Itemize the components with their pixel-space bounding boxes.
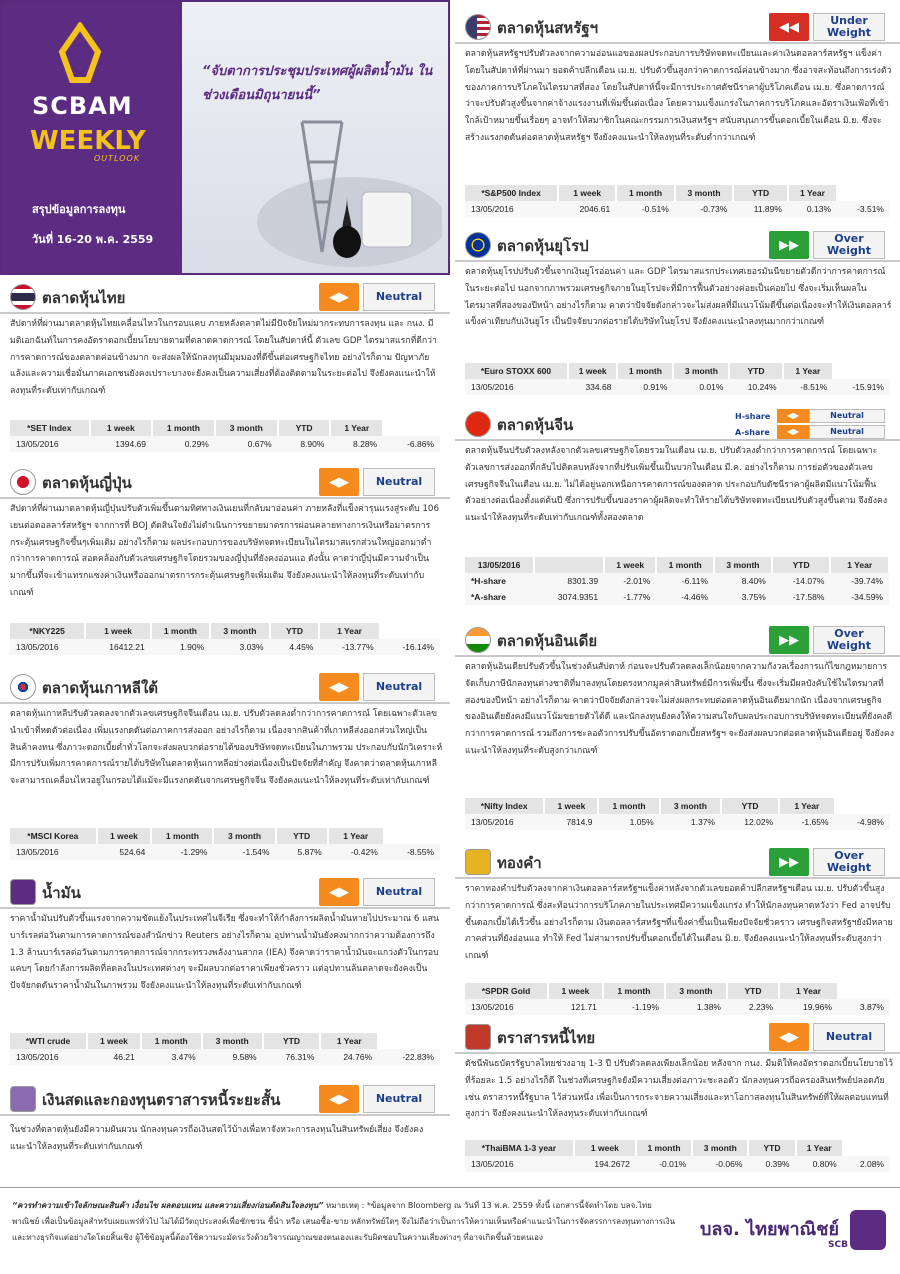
col-ytd: YTD bbox=[270, 623, 320, 639]
neutral-arrows-icon: ◀▶ bbox=[319, 468, 359, 496]
scb-emblem-icon bbox=[850, 1210, 886, 1250]
row-date: 13/05/2016 bbox=[465, 814, 544, 830]
section-korea-equity bbox=[0, 670, 450, 870]
performance-table bbox=[10, 623, 440, 655]
oil-rig-illustration bbox=[242, 102, 442, 272]
col-1y: 1 Year bbox=[320, 1033, 378, 1049]
disclaimer-highlight: “ควรทำความเข้าใจลักษณะสินค้า เงื่อนไข ผลตอบแทน และความเสี่ยงก่อนตัดสินใจลงทุน” bbox=[12, 1201, 324, 1210]
index-name: *NKY225 bbox=[10, 623, 85, 639]
cell: 3.75% bbox=[714, 589, 772, 605]
h-share-view bbox=[735, 409, 885, 423]
section-body: สัปดาห์ที่ผ่านมาตลาดหุ้นไทยเคลื่อนไหวในกรอบแคบ ภายหลังตลาดไม่มีปัจจัยใหม่มากระทบการลงทุน และ กนง. มีมติเอกฉันท์ในการคงอัตราดอกเบี้ยนโยบายตามที่ตลาดคาดการณ์ โดยในสัปดาห์นี้ ตัวเลข GDP ไตรมาสแรกที่ดีกว่าการคาดการณ์ของตลาดค่อนข้างมาก จะส่งผลให้นักลงทุนมีมุมมองที่ดีขึ้นต่อเศรษฐกิจไทย อย่างไรก็ตาม ปัญหาภัยแล้งและความเชื่อมั่นภาคเอกชนยังคงเปราะบางจะยังคงเป็นความเสี่ยงที่ต้องติดตามในระยะต่อไป จึงยังคงแนะนำให้ลงทุนที่ระดับเท่ากับเกณฑ์ bbox=[10, 319, 437, 397]
table-row bbox=[465, 999, 890, 1015]
table-date: 13/05/2016 bbox=[465, 557, 534, 573]
col-1y: 1 Year bbox=[779, 983, 838, 999]
cell: -0.42% bbox=[328, 844, 384, 860]
view-label: Neutral bbox=[363, 1085, 435, 1113]
level-header bbox=[534, 557, 604, 573]
section-body: ราคาทองคำปรับตัวลงจากค่าเงินดอลลาร์สหรัฐฯแข็งค่าหลังจากตัวเลขยอดค้าปลีกสหรัฐฯเดือน เม.ย. ปรับตัวขึ้นสูงกว่าการคาดการณ์ ซึ่งสะท้อนว่าการบริโภคภายในประเทศมีความแข็งแกร่ง ทำให้นักลงทุนคาดหวังว่า Fed อาจปรับขึ้นดอกเบี้ยได้เร็วขึ้น อย่างไรก็ตาม เงินดอลลาร์สหรัฐฯที่แข็งค่าขึ้นเป็นเพียงปัจจัยชั่วคราว เศรษฐกิจสหรัฐฯยังมีหลายภาคส่วนที่ยังอ่อนแอ ทำให้ Fed ไม่สามารถปรับขึ้นดอกเบี้ยได้ในเดือน มิ.ย. จึงยังคงแนะนำให้ลงทุนที่ระดับสูงกว่าเกณฑ์ bbox=[465, 884, 893, 962]
section-header bbox=[0, 670, 450, 704]
view-signal bbox=[769, 13, 885, 41]
cell: 0.13% bbox=[788, 201, 837, 217]
section-cash bbox=[0, 1082, 450, 1182]
col-1w: 1 week bbox=[97, 828, 152, 844]
table-row bbox=[465, 814, 890, 830]
table-row bbox=[465, 589, 889, 605]
bond-icon bbox=[465, 1024, 491, 1050]
col-3m: 3 month bbox=[202, 1033, 263, 1049]
col-1m: 1 month bbox=[151, 623, 210, 639]
col-1y: 1 Year bbox=[319, 623, 379, 639]
cell: 19.96% bbox=[779, 999, 838, 1015]
section-us-equity bbox=[455, 10, 900, 225]
cell: -1.29% bbox=[151, 844, 213, 860]
col-ytd: YTD bbox=[733, 185, 788, 201]
cell: -4.98% bbox=[835, 814, 890, 830]
section-europe-equity bbox=[455, 228, 900, 403]
cell: 8.40% bbox=[714, 573, 772, 589]
neutral-arrows-icon: ◀▶ bbox=[319, 1085, 359, 1113]
view-signal bbox=[769, 231, 885, 259]
section-header bbox=[0, 465, 450, 499]
section-header bbox=[455, 1020, 900, 1054]
cell: -2.01% bbox=[604, 573, 656, 589]
col-1m: 1 month bbox=[617, 363, 673, 379]
cell: 10.24% bbox=[729, 379, 782, 395]
brand-name: SCBAM bbox=[32, 92, 133, 120]
table-row bbox=[10, 844, 440, 860]
h-share-label: H-share bbox=[735, 411, 771, 421]
footer bbox=[0, 1187, 900, 1274]
view-label: Neutral bbox=[363, 468, 435, 496]
cell: 1.37% bbox=[660, 814, 721, 830]
cell: -6.86% bbox=[383, 436, 440, 452]
section-title: ตราสารหนี้ไทย bbox=[497, 1029, 596, 1047]
korea-flag-icon bbox=[10, 674, 36, 700]
index-level: 524.64 bbox=[97, 844, 152, 860]
section-title: เงินสดและกองทุนตราสารหนี้ระยะสั้น bbox=[42, 1091, 281, 1109]
view-label: Neutral bbox=[363, 878, 435, 906]
cell: 3.03% bbox=[210, 639, 269, 655]
view-label: Over Weight bbox=[813, 231, 885, 259]
neutral-arrows-icon: ◀▶ bbox=[319, 673, 359, 701]
view-signal bbox=[769, 1023, 885, 1051]
section-title: ตลาดหุ้นยุโรป bbox=[497, 237, 589, 255]
us-flag-icon bbox=[465, 14, 491, 40]
view-label: Neutral bbox=[363, 673, 435, 701]
neutral-arrows-icon: ◀▶ bbox=[769, 1023, 809, 1051]
view-signal bbox=[769, 848, 885, 876]
cell: 0.80% bbox=[796, 1156, 843, 1172]
neutral-arrows-icon: ◀▶ bbox=[777, 425, 809, 439]
index-name: *ThaiBMA 1-3 year bbox=[465, 1140, 574, 1156]
col-1m: 1 month bbox=[598, 798, 659, 814]
table-row bbox=[10, 639, 440, 655]
table-row bbox=[465, 379, 890, 395]
col-1m: 1 month bbox=[636, 1140, 692, 1156]
section-japan-equity bbox=[0, 465, 450, 665]
section-body: ตลาดหุ้นสหรัฐฯปรับตัวลงจากความอ่อนแอของผลประกอบการบริษัทจดทะเบียนและค่าเงินดอลลาร์สหรัฐฯ แข็งค่า โดยในสัปดาห์ที่ผ่านมา ยอดค้าปลีกเดือน เม.ย. ปรับตัวขึ้นสูงกว่าคาดการณ์ค่อนข้างมาก ซึ่งอาจสะท้อนถึงการเร่งตัวของภาคการบริโภคในไตรมาสที่สอง โดยในสัปดาห์นี้จะมีการประกาศดัชนีราคาผู้บริโภคเดือน เม.ย. ซึ่งคาดการณ์ว่าจะปรับตัวสูงขึ้นจากค่าจ้างแรงงานที่เพิ่มขึ้นต่อเนื่อง โดยความแข็งแกร่งในภาคการบริโภคและอัตราเงินเฟ้อที่เข้าใกล้เป้าหมายขึ้นเรื่อยๆ อาจทำให้สมาชิกในคณะกรรมการเงินสหรัฐฯ สนับสนุนการขึ้นดอกเบี้ยในเดือน มิ.ย. ซึ่งจะสร้างแรงกดดันต่อตลาดหุ้นสหรัฐฯ จึงยังคงแนะนำให้ลงทุนที่ระดับต่ำกว่าเกณฑ์ bbox=[465, 49, 892, 143]
section-thai-equity bbox=[0, 280, 450, 460]
index-name: *SPDR Gold bbox=[465, 983, 548, 999]
china-flag-icon bbox=[465, 411, 491, 437]
col-1w: 1 week bbox=[548, 983, 603, 999]
section-title: ตลาดหุ้นอินเดีย bbox=[497, 632, 598, 650]
performance-table bbox=[10, 1033, 440, 1065]
gold-icon bbox=[465, 849, 491, 875]
japan-flag-icon bbox=[10, 469, 36, 495]
section-header bbox=[0, 280, 450, 314]
cell: 1.90% bbox=[151, 639, 210, 655]
col-1y: 1 Year bbox=[783, 363, 834, 379]
col-1y: 1 Year bbox=[796, 1140, 843, 1156]
section-title: ตลาดหุ้นไทย bbox=[42, 289, 126, 307]
outlook-title: OUTLOOK bbox=[94, 154, 141, 163]
cell: -16.14% bbox=[380, 639, 440, 655]
section-gold bbox=[455, 845, 900, 1015]
row-date: 13/05/2016 bbox=[465, 999, 548, 1015]
company-sub: SCB bbox=[828, 1240, 848, 1250]
index-level: 3074.9351 bbox=[534, 589, 604, 605]
view-label: Neutral bbox=[809, 409, 885, 423]
section-header bbox=[0, 875, 450, 909]
index-level: 7814.9 bbox=[544, 814, 598, 830]
performance-table bbox=[10, 420, 440, 452]
index-level: 334.68 bbox=[568, 379, 617, 395]
section-header bbox=[455, 845, 900, 879]
section-title: ตลาดหุ้นสหรัฐฯ bbox=[497, 19, 599, 37]
index-level: 1394.69 bbox=[90, 436, 152, 452]
col-ytd: YTD bbox=[727, 983, 779, 999]
performance-table bbox=[465, 1140, 890, 1172]
cell: -22.83% bbox=[378, 1049, 440, 1065]
cell: 0.67% bbox=[215, 436, 278, 452]
table-row bbox=[465, 573, 889, 589]
cell: 3.47% bbox=[141, 1049, 202, 1065]
cell: -39.74% bbox=[830, 573, 889, 589]
disclaimer-text: หมายเหตุ : *ข้อมูลจาก Bloomberg ณ วันที่ 13 พ.ค. 2559 ทั้งนี้ เอกสารนี้จัดทำโดย บลจ.ไทยพาณิชย์ เพื่อเป็นข้อมูลสำหรับเผยแพร่ทั่วไป ไม่ได้มีวัตถุประสงค์เพื่อชักชวน ชี้นำ หรือ เสนอซื้อ-ขาย หลักทรัพย์ใดๆ จึงไม่ถือว่าเป็นการให้ความเห็นหรือคำแนะนำในการจัดสรรการลงทุนทางการเงิน และทางธุรกิจแต่อย่างใดโดยสิ้นเชิง ผู้ใช้ข้อมูลนี้ต้องใช้ความระมัดระวังด้วยวิจารณญาณของตนเองและรับผิดชอบในความเสี่ยงต่างๆ ที่อาจเกิดขึ้นด้วยตนเอง bbox=[12, 1201, 676, 1242]
neutral-arrows-icon: ◀▶ bbox=[777, 409, 809, 423]
col-1m: 1 month bbox=[603, 983, 665, 999]
col-1y: 1 Year bbox=[788, 185, 837, 201]
table-row bbox=[465, 1156, 890, 1172]
scb-logo-icon bbox=[48, 22, 112, 86]
hero-banner bbox=[0, 0, 450, 275]
over-weight-arrows-icon: ▶▶ bbox=[769, 231, 809, 259]
section-oil bbox=[0, 875, 450, 1075]
cell: -0.06% bbox=[692, 1156, 748, 1172]
cell: -17.58% bbox=[772, 589, 831, 605]
view-signal bbox=[319, 283, 435, 311]
section-body: ตลาดหุ้นเกาหลีปรับตัวลดลงจากตัวเลขเศรษฐกิจจีนเดือน เม.ย. ปรับตัวลดลงต่ำกว่าการคาดการณ์ โดยเฉพาะตัวเลขนำเข้าที่หดตัวต่อเนื่อง เพิ่มแรงกดดันต่อภาคการส่งออก อย่างไรก็ตาม เนื่องจากสินค้าที่เกาหลีส่งออกส่วนใหญ่เป็นสินค้าคงทน ซึ่งภาวะดอกเบี้ยต่ำทั่วโลกจะส่งผลบวกต่อรายได้ของบริษัทจดทะเบียนในภาพรวม ประกอบกับนักวิเคราะห์มีการปรับเพิ่มการคาดการณ์รายได้บริษัทในตลาดหุ้นเกาหลีอย่างต่อเนื่องเป็นปัจจัยที่สำคัญ จึงคาดว่าตลาดหุ้นเกาหลีจะสามารถเคลื่อนไหวอยู่ในกรอบได้แม้จะมีแรงกดดันจากเศรษฐกิจจีน จึงยังคงแนะนำให้ลงทุนที่ระดับเท่ากับเกณฑ์ bbox=[10, 709, 443, 787]
cell: -15.91% bbox=[833, 379, 890, 395]
col-ytd: YTD bbox=[729, 363, 782, 379]
cell: -8.55% bbox=[384, 844, 440, 860]
neutral-arrows-icon: ◀▶ bbox=[319, 878, 359, 906]
col-3m: 3 month bbox=[660, 798, 721, 814]
view-label: Neutral bbox=[363, 283, 435, 311]
col-1w: 1 week bbox=[574, 1140, 636, 1156]
index-level: 8301.39 bbox=[534, 573, 604, 589]
cell: 4.45% bbox=[270, 639, 320, 655]
table-row bbox=[465, 201, 890, 217]
index-name: *SET Index bbox=[10, 420, 90, 436]
row-date: 13/05/2016 bbox=[465, 1156, 574, 1172]
col-1y: 1 Year bbox=[830, 557, 889, 573]
cell: 11.89% bbox=[733, 201, 788, 217]
performance-table bbox=[465, 983, 890, 1015]
a-share-label: A-share bbox=[735, 427, 770, 437]
section-title: ตลาดหุ้นจีน bbox=[497, 416, 574, 434]
view-signal bbox=[319, 878, 435, 906]
section-header bbox=[455, 407, 900, 441]
col-ytd: YTD bbox=[748, 1140, 795, 1156]
over-weight-arrows-icon: ▶▶ bbox=[769, 626, 809, 654]
col-ytd: YTD bbox=[772, 557, 831, 573]
section-header bbox=[455, 10, 900, 44]
index-name: *A-share bbox=[465, 589, 534, 605]
weekly-title: WEEKLY bbox=[30, 126, 146, 156]
index-level: 2046.61 bbox=[558, 201, 616, 217]
cell: -1.54% bbox=[213, 844, 275, 860]
view-signal bbox=[319, 468, 435, 496]
col-3m: 3 month bbox=[665, 983, 727, 999]
summary-label: สรุปข้อมูลการลงทุน bbox=[32, 203, 126, 216]
neutral-arrows-icon: ◀▶ bbox=[319, 283, 359, 311]
scb-logo bbox=[700, 1208, 890, 1258]
cell: 9.58% bbox=[202, 1049, 263, 1065]
row-date: 13/05/2016 bbox=[465, 201, 558, 217]
section-title: ตลาดหุ้นญี่ปุ่น bbox=[42, 474, 132, 492]
index-name: *H-share bbox=[465, 573, 534, 589]
col-ytd: YTD bbox=[721, 798, 779, 814]
col-3m: 3 month bbox=[210, 623, 269, 639]
col-3m: 3 month bbox=[673, 363, 729, 379]
section-title: น้ำมัน bbox=[42, 884, 81, 902]
section-body: ในช่วงที่ตลาดหุ้นยังมีความผันผวน นักลงทุนควรถือเงินสดไว้บ้างเพื่อหาจังหวะการลงทุนในสินทรัพย์เสี่ยง จึงยังคงแนะนำให้ลงทุนที่ระดับเท่ากับเกณฑ์ bbox=[10, 1125, 424, 1152]
col-1m: 1 month bbox=[151, 828, 213, 844]
index-level: 194.2672 bbox=[574, 1156, 636, 1172]
section-thai-bond bbox=[455, 1020, 900, 1180]
section-india-equity bbox=[455, 623, 900, 833]
cell: 0.01% bbox=[673, 379, 729, 395]
index-level: 121.71 bbox=[548, 999, 603, 1015]
index-name: *Nifty Index bbox=[465, 798, 544, 814]
cell: -4.46% bbox=[656, 589, 714, 605]
section-body: สัปดาห์ที่ผ่านมาตลาดหุ้นญี่ปุ่นปรับตัวเพิ่มขึ้นตามทิศทางเงินเยนที่กลับมาอ่อนค่า ภายหลังที่แข็งค่ารุนแรงสู่ระดับ 106 เยนต่อดอลลาร์สหรัฐฯ จากการที่ BOJ ตัดสินใจยังไม่ดำเนินการขยายมาตรการผ่อนคลายทางการเงินหรือมาตรการกระตุ้นเศรษฐกิจขึ้นๆเพิ่มเติม อย่างไรก็ตาม ผลประกอบการของบริษัทจดทะเบียนในไตรมาสแรกส่วนใหญ่ออกมาต่ำกว่าการคาดการณ์ สอดคล้องกับตัวเลขเศรษฐกิจโดยรวมของญี่ปุ่นที่ยังคงอ่อนแอ ดังนั้น คาดว่าญี่ปุ่นมีความจำเป็นมากขึ้นที่จะเข้าแทรกแซงค่าเงินหรือออกมาตรการกระตุ้นเศรษฐกิจเพิ่มเติม จึงยังคงแนะนำให้ลงทุนที่ระดับเท่ากับเกณฑ์ bbox=[10, 504, 439, 598]
cash-icon bbox=[10, 1086, 36, 1112]
view-label: Under Weight bbox=[813, 13, 885, 41]
view-label: Neutral bbox=[809, 425, 885, 439]
performance-table bbox=[465, 185, 890, 217]
view-signal bbox=[319, 1085, 435, 1113]
index-name: *MSCI Korea bbox=[10, 828, 97, 844]
issue-date: วันที่ 16-20 พ.ค. 2559 bbox=[32, 233, 154, 246]
cell: 5.87% bbox=[276, 844, 328, 860]
col-1m: 1 month bbox=[152, 420, 215, 436]
performance-table bbox=[10, 828, 440, 860]
col-ytd: YTD bbox=[263, 1033, 321, 1049]
view-signal bbox=[769, 626, 885, 654]
view-label: Neutral bbox=[813, 1023, 885, 1051]
cell: -13.77% bbox=[319, 639, 379, 655]
section-title: ตลาดหุ้นเกาหลีใต้ bbox=[42, 679, 159, 697]
cell: -0.51% bbox=[616, 201, 675, 217]
col-1w: 1 week bbox=[604, 557, 656, 573]
index-level: 16412.21 bbox=[85, 639, 150, 655]
col-3m: 3 month bbox=[692, 1140, 748, 1156]
cell: 2.23% bbox=[727, 999, 779, 1015]
col-1m: 1 month bbox=[656, 557, 714, 573]
row-date: 13/05/2016 bbox=[10, 436, 90, 452]
disclaimer bbox=[12, 1198, 677, 1246]
cell: -14.07% bbox=[772, 573, 831, 589]
view-label: Over Weight bbox=[813, 626, 885, 654]
view-signal bbox=[319, 673, 435, 701]
col-1w: 1 week bbox=[568, 363, 617, 379]
col-3m: 3 month bbox=[675, 185, 734, 201]
section-body: ตลาดหุ้นอินเดียปรับตัวขึ้นในช่วงต้นสัปดาห์ ก่อนจะปรับตัวลดลงเล็กน้อยจากความกังวลเรื่องการแก้ไขกฎหมายการจัดเก็บภาษีนักลงทุนต่างชาติที่มาลงทุนโดยตรงหากมูลค่าสินทรัพย์มีการเพิ่มขึ้น ซึ่งจะเริ่มมีผลบังคับใช้ในไตรมาสที่สองของปีหน้า อย่างไรก็ตาม คาดว่าปัจจัยดังกล่าวจะไม่ส่งผลกระทบต่อตลาดหุ้นอินเดียมากนัก เนื่องจากเศรษฐกิจของอินเดียยังคงมีแนวโน้มขยายตัวได้ดี และนักลงทุนยังคงให้ความสนใจกับผลประกอบการบริษัทจดทะเบียนที่ยังคงดีกว่าการคาดการณ์ รวมถึงการชะลอตัวการปรับขึ้นอัตราดอกเบี้ยสหรัฐฯ จะยังส่งผลบวกต่อตลาดหุ้นอินเดียอยู่ จึงยังคงแนะนำให้ลงทุนที่ระดับสูงกว่าเกณฑ์ bbox=[465, 662, 894, 756]
col-3m: 3 month bbox=[215, 420, 278, 436]
col-1y: 1 Year bbox=[330, 420, 383, 436]
row-date: 13/05/2016 bbox=[10, 639, 85, 655]
cell: -3.51% bbox=[837, 201, 890, 217]
col-1y: 1 Year bbox=[779, 798, 834, 814]
cell: 1.38% bbox=[665, 999, 727, 1015]
col-1w: 1 week bbox=[87, 1033, 141, 1049]
row-date: 13/05/2016 bbox=[465, 379, 568, 395]
col-3m: 3 month bbox=[714, 557, 772, 573]
cell: 1.05% bbox=[598, 814, 659, 830]
cell: 12.02% bbox=[721, 814, 779, 830]
row-date: 13/05/2016 bbox=[10, 844, 97, 860]
thai-flag-icon bbox=[10, 284, 36, 310]
cell: -34.59% bbox=[830, 589, 889, 605]
col-1w: 1 week bbox=[558, 185, 616, 201]
index-name: *Euro STOXX 600 bbox=[465, 363, 568, 379]
headline: “จับตาการประชุมประเทศผู้ผลิตน้ำมัน ในช่วงเดือนมิถุนายนนี้” bbox=[202, 64, 433, 103]
row-date: 13/05/2016 bbox=[10, 1049, 87, 1065]
india-flag-icon bbox=[465, 627, 491, 653]
section-body: ตลาดหุ้นจีนปรับตัวลงหลังจากตัวเลขเศรษฐกิจโดยรวมในเดือน เม.ย. ปรับตัวลงต่ำกว่าการคาดการณ์ โดยเฉพาะตัวเลขการส่งออกที่กลับไปติดลบหลังจากที่ปรับเพิ่มขึ้นเป็นบวกในเดือน มี.ค. อย่างไรก็ตาม การย่อตัวของตัวเลขเศรษฐกิจจีนในเดือน เม.ย. ไม่ได้อยู่นอกเหนือการคาดการณ์ของตลาด ประกอบกับดัชนีราคาผู้ผลิตมีแนวโน้มฟื้นตัวอย่างต่อเนื่องตั้งแต่ต้นปี ซึ่งการปรับขึ้นของราคาผู้ผลิตจะทำให้รายได้บริษัทจดทะเบียนปรับตัวสูงขึ้นตาม จึงยังคงแนะนำให้ลงทุนที่ระดับเท่ากับเกณฑ์ทั้งสองตลาด bbox=[465, 446, 888, 524]
a-share-view bbox=[735, 425, 885, 439]
section-header bbox=[0, 1082, 450, 1116]
index-name: *S&P500 Index bbox=[465, 185, 558, 201]
under-weight-arrows-icon: ◀◀ bbox=[769, 13, 809, 41]
cell: 0.39% bbox=[748, 1156, 795, 1172]
cell: -1.77% bbox=[604, 589, 656, 605]
cell: -1.19% bbox=[603, 999, 665, 1015]
section-body: ราคาน้ำมันปรับตัวขึ้นแรงจากความขัดแย้งในประเทศไนจีเรีย ซึ่งจะทำให้กำลังการผลิตน้ำมันหายไปประมาณ 6 แสนบาร์เรลต่อวันตามการคาดการณ์ของสำนักข่าว Reuters อย่างไรก็ตาม อุปทานน้ำมันยังคงมากกว่าความต้องการถึง 1.3 ล้านบาร์เรลต่อวันตามการคาดการณ์จากกระทรวงพลังงานสากล (IEA) จึงคาดว่าราคาน้ำมันจะแกว่งตัวในกรอบแคบๆ โดยกำลังการผลิตที่ลดลงในประเทศต่างๆ จะมีผลบวกต่อราคาเพียงชั่วคราว แต่อุปทานล้นตลาดจะยังคงเป็นปัจจัยกดดันราคาน้ำมันในภาพรวม จึงยังคงแนะนำให้ลงทุนที่ระดับเท่ากับเกณฑ์ bbox=[10, 914, 439, 992]
performance-table bbox=[465, 557, 890, 605]
section-body: ดัชนีพันธบัตรรัฐบาลไทยช่วงอายุ 1-3 ปี ปรับตัวลดลงเพียงเล็กน้อย หลังจาก กนง. มีมติให้คงอัตราดอกเบี้ยนโยบายไว้ที่ร้อยละ 1.5 อย่างไรก็ดี ในช่วงที่เศรษฐกิจยังมีความเสี่ยงต่อภาวะชะลอตัว นักลงทุนควรถือครองสินทรัพย์ปลอดภัย เช่น ตราสารหนี้รัฐบาล ไว้ส่วนหนึ่ง เพื่อเป็นการกระจายความเสี่ยงและหาโอกาสลงทุนในสินทรัพย์ที่ให้ผลตอบแทนที่สูงกว่า จึงยังคงแนะนำให้ลงทุนระดับเท่ากับเกณฑ์ bbox=[465, 1059, 894, 1120]
col-1y: 1 Year bbox=[328, 828, 384, 844]
col-1m: 1 month bbox=[141, 1033, 202, 1049]
cell: -0.01% bbox=[636, 1156, 692, 1172]
cell: -6.11% bbox=[656, 573, 714, 589]
cell: 8.28% bbox=[330, 436, 383, 452]
view-label: Over Weight bbox=[813, 848, 885, 876]
performance-table bbox=[465, 798, 890, 830]
section-title: ทองคำ bbox=[497, 854, 542, 872]
col-ytd: YTD bbox=[278, 420, 331, 436]
col-ytd: YTD bbox=[276, 828, 328, 844]
cell: -8.51% bbox=[783, 379, 834, 395]
cell: 0.29% bbox=[152, 436, 215, 452]
index-level: 46.21 bbox=[87, 1049, 141, 1065]
cell: 2.08% bbox=[843, 1156, 890, 1172]
cell: -0.73% bbox=[675, 201, 734, 217]
table-row bbox=[10, 436, 440, 452]
section-header bbox=[455, 228, 900, 262]
index-name: *WTI crude bbox=[10, 1033, 87, 1049]
cell: 24.76% bbox=[320, 1049, 378, 1065]
eu-flag-icon bbox=[465, 232, 491, 258]
china-view-grid bbox=[735, 409, 885, 439]
brand-panel bbox=[2, 2, 182, 275]
cell: -1.65% bbox=[779, 814, 834, 830]
col-1w: 1 week bbox=[90, 420, 152, 436]
cell: 3.87% bbox=[838, 999, 890, 1015]
performance-table bbox=[465, 363, 890, 395]
cell: 76.31% bbox=[263, 1049, 321, 1065]
cell: 0.91% bbox=[617, 379, 673, 395]
col-1w: 1 week bbox=[85, 623, 150, 639]
col-1m: 1 month bbox=[616, 185, 675, 201]
over-weight-arrows-icon: ▶▶ bbox=[769, 848, 809, 876]
cell: 8.90% bbox=[278, 436, 331, 452]
section-china-equity bbox=[455, 407, 900, 622]
section-header bbox=[455, 623, 900, 657]
col-3m: 3 month bbox=[213, 828, 275, 844]
oil-barrel-icon bbox=[10, 879, 36, 905]
col-1w: 1 week bbox=[544, 798, 598, 814]
table-row bbox=[10, 1049, 440, 1065]
company-name: บลจ. ไทยพาณิชย์ bbox=[700, 1219, 840, 1240]
section-body: ตลาดหุ้นยุโรปปรับตัวขึ้นจากเงินยูโรอ่อนค่า และ GDP ไตรมาสแรกประเทศเยอรมันนีขยายตัวดีกว่าการคาดการณ์ ในระยะต่อไป นอกจากภาพรวมเศรษฐกิจภายในยุโรปจะที่มีการฟื้นตัวอย่างค่อยเป็นค่อยไป ซึ่งจะเริ่มเห็นผลในไตรมาสที่สองของปีหน้า อย่างไรก็ตาม คาดว่าปัจจัยดังกล่าวจะไม่ส่งผลที่มีแนวโน้มดีขึ้นต่อเนื่องจะทำให้เงินดอลลาร์แข็งค่าเทียบกับเงินยูโร เป็นปัจจัยบวกต่อรายได้บริษัทในยุโรป จึงยังคงแนะนำลงทุนมากกว่าเกณฑ์ bbox=[465, 267, 892, 328]
